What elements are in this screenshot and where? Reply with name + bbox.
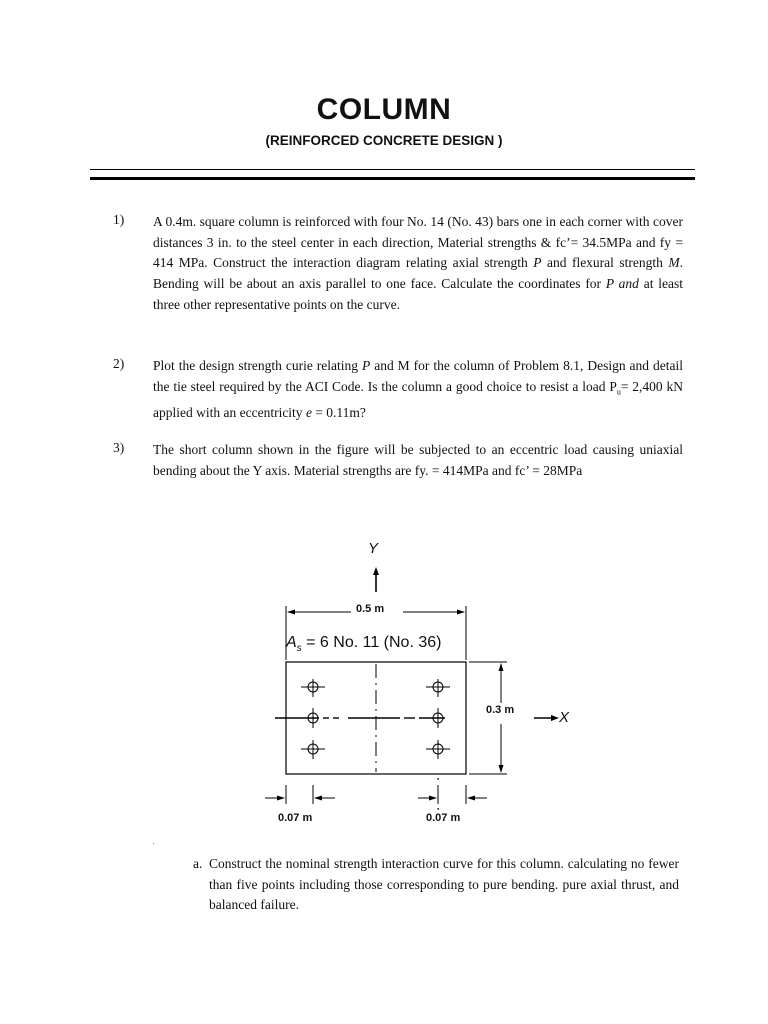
y-axis-arrowhead [373, 567, 379, 575]
width-arrow-left [287, 610, 295, 615]
column-section-drawing [255, 540, 585, 840]
rebar-top-left [301, 679, 325, 697]
page-title: COLUMN [316, 93, 452, 126]
cover-left-label: 0.07 m [278, 812, 313, 824]
problem-text: A 0.4m. square column is reinforced with four No. 14 (No. 43) bars one in each corner with cover distances 3 in. to the steel center in each direction, Material strengths & fc’= 34.5MPa and fy = 414 MPa. Construct the interaction diagram relating axial strength P and flexural strength M. Bending will be about an axis parallel to one face. Calculate the coordinates for P and at least three other representative points on the curve. [153, 214, 683, 312]
x-axis-label: X [559, 709, 570, 726]
problem-number: 2) [113, 356, 125, 371]
subitem-a [193, 854, 679, 916]
rebar-bottom-left [301, 740, 325, 759]
subitem-text: Construct the nominal strength interaction curve for this column. calculating no fewer than five points including those corresponding to pure bending. pure axial thrust, and balanced failure. [209, 856, 679, 913]
height-dimension-label: 0.3 m [486, 704, 515, 716]
header-rule-thick [90, 177, 695, 180]
problem-1 [113, 212, 683, 316]
page-subtitle: (REINFORCED CONCRETE DESIGN ) [265, 133, 503, 148]
cover-right-label: 0.07 m [426, 812, 461, 824]
rebar-top-right [426, 679, 450, 697]
x-axis-arrowhead [551, 715, 559, 721]
rebar-bottom-right [426, 740, 450, 759]
column-section-figure [255, 540, 585, 840]
subitem-letter: a. [193, 856, 203, 871]
header-rule-thin [90, 169, 695, 170]
problem-text: Plot the design strength curie relating P and M for the column of Problem 8.1, Design and detail the tie steel required by the ACI Code. Is the column a good choice to resist a load $P_u= 2,400$ kN applied with an eccentricity e = 0.11m? [153, 358, 683, 421]
width-dimension-label: 0.5 m [356, 603, 385, 615]
scan-speck [153, 843, 154, 844]
y-axis-label: Y [368, 540, 379, 557]
problem-number: 1) [113, 212, 125, 227]
problem-number: 3) [113, 440, 125, 455]
problem-2 [113, 356, 683, 424]
steel-area-label: $A_s = 6$ No. 11 (No. 36) [286, 634, 442, 655]
height-arrow-top [499, 663, 504, 671]
problem-3 [113, 440, 683, 481]
height-arrow-bottom [499, 765, 504, 773]
width-arrow-right [457, 610, 465, 615]
problem-text: The short column shown in the figure will be subjected to an eccentric load causing uniaxial bending about the Y axis. Material strengths are fy. = 414MPa and fc’ = 28MPa [153, 442, 683, 478]
